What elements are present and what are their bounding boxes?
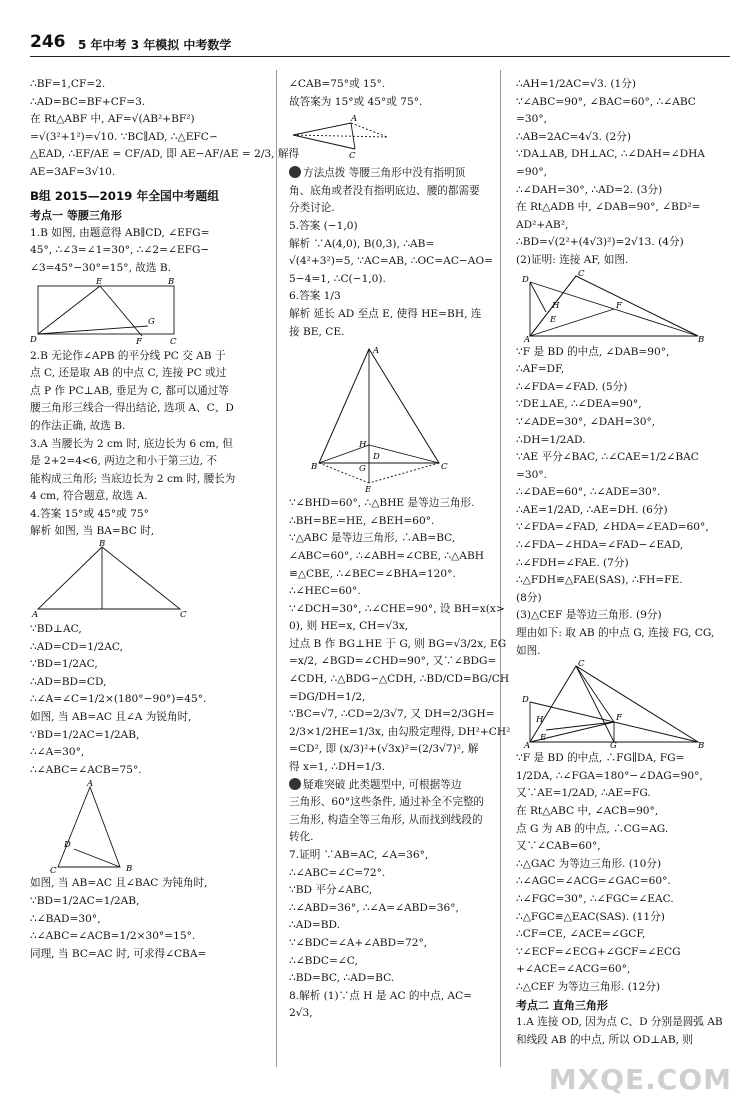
header-title: 5 年中考 3 年模拟 中考数学 xyxy=(78,38,232,52)
text-line: 2.B 无论作∠APB 的平分线 PC 交 AB 于 xyxy=(30,349,226,362)
text-line: 点 P 作 PC⊥AB, 垂足为 C, 都可以通过等 xyxy=(30,384,229,397)
text-line: ∴△GAC 为等边三角形. (10分) xyxy=(516,857,662,870)
text-line: 在 Rt△ABF 中, AF=√(AB²+BF²) xyxy=(30,113,195,126)
figure-label: E xyxy=(540,733,547,744)
text-line: ∴∠ABC=∠ACB=1/2×30°=15°. xyxy=(30,930,196,943)
text-line: ∴CF=CE, ∠ACE=∠GCF, xyxy=(516,928,646,941)
text-line: 同理, 当 BC=AC 时, 可求得∠CBA= xyxy=(30,947,207,960)
text-line: 1.A 连接 OD, 因为点 C、D 分别是圆弧 AB xyxy=(516,1016,723,1029)
figure-label: G xyxy=(148,316,155,327)
text-line: ∴∠HEC=60°. xyxy=(289,585,361,598)
figure-label: B xyxy=(311,462,318,473)
text-line: ∴AB=2AC=4√3. (2分) xyxy=(516,130,631,143)
figure-label: H xyxy=(552,300,560,311)
column-middle xyxy=(289,76,511,1023)
figure-label: B xyxy=(126,864,133,875)
text-line: ∵BD 平分∠ABC, xyxy=(289,884,373,897)
text-line: 1.B 如图, 由题意得 AB∥CD, ∠EFG= xyxy=(30,226,210,239)
figure-label: A xyxy=(524,741,531,752)
text-line: ∵BD=1/2AC=1/2AB, xyxy=(30,895,140,907)
figure-obtuse-triangle xyxy=(289,113,399,163)
text-line: ∵BD⊥AC, xyxy=(30,623,82,636)
text-line: ∠3=45°−30°=15°, 故选 B. xyxy=(30,261,172,274)
text-line: 的作法正确, 故选 B. xyxy=(30,419,126,432)
figure-label: E xyxy=(365,485,372,496)
text-line: ∴AD=CD=1/2AC, xyxy=(30,640,124,653)
text-line: 又∵AE=1/2AD, ∴AE=FG. xyxy=(516,787,651,800)
text-line: ∴BF=1,CF=2. xyxy=(30,78,106,90)
figure-label: F xyxy=(136,336,142,347)
page-header xyxy=(30,34,730,57)
figure-label: D xyxy=(522,274,529,285)
column-divider xyxy=(500,70,501,1067)
text-line: 8.解析 (1)∵点 H 是 AC 的中点, AC= xyxy=(289,989,473,1002)
text-line: ∴BH=BE=HE, ∠BEH=60°. xyxy=(289,514,435,527)
figure-label: E xyxy=(550,314,557,325)
text-line: 3.A 当腰长为 2 cm 时, 底边长为 6 cm, 但 xyxy=(30,437,233,450)
text-line: ∴BD=√(2²+(4√3)²)=2√13. (4分) xyxy=(516,236,684,249)
text-line: =30°. xyxy=(516,468,548,481)
figure-label: G xyxy=(610,741,617,752)
text-line: ∵∠ADE=30°, ∠DAH=30°, xyxy=(516,415,656,428)
text-line: ∴∠ABC=∠ACB=75°. xyxy=(30,763,142,776)
text-line: =30°, xyxy=(516,113,548,126)
text-line: ∴DH=1/2AD. xyxy=(516,433,586,446)
figure-label: A xyxy=(351,114,358,125)
text-line: 2/3×1/2HE=1/3x, 由勾股定理得, DH²+CH² xyxy=(289,725,511,738)
tip-icon xyxy=(289,166,301,178)
figure-label: B xyxy=(698,334,705,345)
watermark: MXQE.COM xyxy=(548,1063,732,1097)
text-line: 1/2DA, ∴∠FGA=180°−∠DAG=90°, xyxy=(516,769,703,782)
text-line: =CD², 即 (x/3)²+(√3x)²=(2/3√7)², 解 xyxy=(289,743,479,756)
figure-right-triangle-1 xyxy=(516,268,706,345)
text-line: 又∵∠CAB=60°, xyxy=(516,840,601,853)
text-line: ∴AD=BC=BF+CF=3. xyxy=(30,95,146,108)
text-line: ∠CAB=75°或 15°. xyxy=(289,78,386,90)
figure-label: H xyxy=(359,440,367,451)
text-line: 2√3, xyxy=(289,1007,313,1020)
figure-label: C xyxy=(578,659,585,670)
text-line: ∵BD=1/2AC, xyxy=(30,658,98,671)
text-line: 如图, 当 AB=AC 且∠BAC 为钝角时, xyxy=(30,877,208,890)
text-line: ∵∠BHD=60°, ∴△BHE 是等边三角形. xyxy=(289,497,475,510)
text-line: =√(3²+1²)=√10. ∵BC∥AD, ∴△EFC∽ xyxy=(30,130,218,143)
text-line: ∴AE=1/2AD, ∴AE=DH. (6分) xyxy=(516,503,668,516)
text-line: ∴∠ABC=∠C=72°. xyxy=(289,866,386,879)
text-line: ∵BC=√7, ∴CD=2/3√7, 又 DH=2/3GH= xyxy=(289,708,495,721)
figure-label: C xyxy=(349,151,356,162)
text-line: ∴BD=BC, ∴AD=BC. xyxy=(289,972,395,985)
figure-label: D xyxy=(64,840,71,851)
text-line: ∴△FDH≌△FAE(SAS), ∴FH=FE. xyxy=(516,574,683,587)
figure-label: A xyxy=(373,346,380,357)
text-line: 在 Rt△ADB 中, ∠DAB=90°, ∠BD²= xyxy=(516,201,701,214)
text-line: +∠ACE=∠ACG=60°, xyxy=(516,963,631,976)
text-line: ∴△CEF 为等边三角形. (12分) xyxy=(516,980,661,993)
text-line: ∵AE 平分∠BAC, ∴∠CAE=1/2∠BAC xyxy=(516,451,699,464)
text-line: ∴∠FDA=∠FAD. (5分) xyxy=(516,380,628,393)
figure-label: A xyxy=(87,779,94,790)
text-line: ∴∠AGC=∠ACG=∠GAC=60°. xyxy=(516,875,671,888)
text-line: 和线段 AB 的中点, 所以 OD⊥AB, 则 xyxy=(516,1033,693,1046)
text-line: 分类讨论. xyxy=(289,202,335,215)
text-line: 点 G 为 AB 的中点, ∴CG=AG. xyxy=(516,822,669,835)
text-line: (8分) xyxy=(516,591,542,604)
text-line: ∵△ABC 是等边三角形, ∴AB=BC, xyxy=(289,532,456,545)
figure-label: C xyxy=(578,268,585,279)
text-line: ∵F 是 BD 的中点, ∠DAB=90°, xyxy=(516,345,670,358)
figure-label: C xyxy=(170,336,177,347)
text-line: ∵∠FDA=∠FAD, ∠HDA=∠EAD=60°, xyxy=(516,521,709,534)
text-line: 0), 则 HE=x, CH=√3x, xyxy=(289,620,409,633)
text-line: ∴∠FDH=∠FAE. (7分) xyxy=(516,556,629,569)
text-line: 解析 延长 AD 至点 E, 使得 HE=BH, 连 xyxy=(289,307,482,320)
figure-label: C xyxy=(50,866,57,877)
section-heading: B组 2015—2019 年全国中考题组 xyxy=(30,188,220,203)
text-line: 故答案为 15°或 45°或 75°. xyxy=(289,95,423,108)
topic-heading: 考点一 等腰三角形 xyxy=(30,209,122,223)
text-line: 7.证明 ∵AB=AC, ∠A=36°, xyxy=(289,849,429,861)
column-divider xyxy=(276,70,277,1067)
figure-label: D xyxy=(373,452,380,463)
figure-label: D xyxy=(30,334,37,345)
figure-label: H xyxy=(536,715,544,726)
text-line: ∵DE⊥AE, ∴∠DEA=90°, xyxy=(516,398,642,411)
text-line: ∠CDH, ∴△BDG∽△CDH, ∴BD/CD=BG/CH xyxy=(289,673,510,686)
text-line: 角、底角或者没有指明底边、腰的都需要 xyxy=(289,184,480,197)
figure-label: C xyxy=(180,610,187,621)
text-line: 如图, 当 AB=AC 且∠A 为锐角时, xyxy=(30,711,192,724)
text-line: 是 2+2=4<6, 两边之和小于第三边, 不 xyxy=(30,455,217,468)
text-line: =x/2, ∠BGD=∠CHD=90°, 又∵∠BDG= xyxy=(289,655,497,668)
text-line: ∵∠ABC=90°, ∠BAC=60°, ∴∠ABC xyxy=(516,95,696,108)
text-line: =90°, xyxy=(516,165,548,178)
figure-label: A xyxy=(524,334,531,345)
text-line: 解析 如图, 当 BA=BC 时, xyxy=(30,525,155,538)
text-line: ∴∠FDA−∠HDA=∠FAD−∠EAD, xyxy=(516,539,684,552)
figure-label: E xyxy=(96,276,103,287)
text-line: ∴∠BDC=∠C, xyxy=(289,954,358,967)
text-line: ∵F 是 BD 的中点, ∴FG∥DA, FG= xyxy=(516,752,685,765)
text-line: 6.答案 1/3 xyxy=(289,290,341,303)
text-line: ∵DA⊥AB, DH⊥AC, ∴∠DAH=∠DHA xyxy=(516,148,705,161)
text-line: 过点 B 作 BG⊥HE 于 G, 则 BG=√3/2x, EG xyxy=(289,637,507,650)
figure-label: B xyxy=(99,539,106,550)
text-line: AD²+AB², xyxy=(516,218,569,231)
column-right xyxy=(516,76,723,1049)
text-line: ∴∠DAE=60°, ∴∠ADE=30°. xyxy=(516,486,661,499)
text-line: ∴∠ABD=36°, ∴∠A=∠ABD=36°, xyxy=(289,901,459,914)
text-line: 5.答案 (−1,0) xyxy=(289,219,358,232)
text-line: ≌△CBE, ∴∠BEC=∠BHA=120°. xyxy=(289,567,456,580)
text-line: =DG/DH=1/2, xyxy=(289,690,366,703)
text-line: 45°, ∴∠3=∠1=30°, ∴∠2=∠EFG− xyxy=(30,244,210,257)
text-line: ∵BD=1/2AC=1/2AB, xyxy=(30,728,140,741)
text-line: ∴∠A=30°, xyxy=(30,746,85,759)
text-line: (2)证明: 连接 AF, 如图. xyxy=(516,253,629,266)
text-line: 三角形、60°这些条件, 通过补全不完整的 xyxy=(289,796,485,809)
text-line: ∴AD=BD. xyxy=(289,919,341,932)
text-line: ∵∠ECF=∠ECG+∠GCF=∠ECG xyxy=(516,945,681,958)
text-line: 5−4=1, ∴C(−1,0). xyxy=(289,272,386,285)
text-line: ∠ABC=60°, ∴∠ABH=∠CBE, ∴△ABH xyxy=(289,549,484,562)
tip-line: 方法点拨 等腰三角形中没有指明顶 xyxy=(289,165,485,183)
text-line: 如图. xyxy=(516,644,541,657)
text-line: 解析 ∵A(4,0), B(0,3), ∴AB= xyxy=(289,237,435,250)
figure-label: B xyxy=(698,741,705,752)
column-left xyxy=(30,76,300,963)
text-line: ∴AD=BD=CD, xyxy=(30,675,107,688)
text-line: 在 Rt△ABC 中, ∠ACB=90°, xyxy=(516,805,659,817)
text-line: ∴△FGC≌△EAC(SAS). (11分) xyxy=(516,910,665,923)
text-line: ∵∠DCH=30°, ∴∠CHE=90°, 设 BH=x(x> xyxy=(289,602,505,615)
figure-label: C xyxy=(441,462,448,473)
figure-equilateral xyxy=(289,343,469,496)
text-line: ∵∠BDC=∠A+∠ABD=72°, xyxy=(289,936,428,949)
text-line: ∴∠BAD=30°, xyxy=(30,912,101,925)
text-line: AE=3AF=3√10. xyxy=(30,165,116,178)
figure-right-triangle-2 xyxy=(516,659,706,752)
text-line: △EAD, ∴EF/AE = CF/AD, 即 AE−AF/AE = 2/3, 解得 xyxy=(30,148,300,161)
topic-heading: 考点二 直角三角形 xyxy=(516,998,608,1012)
text-line: ∴∠FGC=30°, ∴∠FGC=∠EAC. xyxy=(516,892,674,905)
figure-triangle-isosceles-1 xyxy=(30,539,190,621)
figure-triangle-isosceles-2 xyxy=(30,779,190,877)
text-line: 4 cm, 符合题意, 故选 A. xyxy=(30,490,148,503)
figure-label: B xyxy=(168,276,175,287)
text-line: ∴AF=DF, xyxy=(516,363,565,376)
figure-label: F xyxy=(616,300,622,311)
tip-line: 疑难突破 此类题型中, 可根据等边 xyxy=(289,777,485,795)
text-line: ∴AH=1/2AC=√3. (1分) xyxy=(516,78,637,90)
figure-parallel-lines xyxy=(30,276,180,347)
text-line: 理由如下: 取 AB 的中点 G, 连接 FG, CG, xyxy=(516,627,715,640)
text-line: 腰三角形三线合一得出结论, 选项 A、C、D xyxy=(30,402,234,415)
text-line: 接 BE, CE. xyxy=(289,325,345,338)
figure-label: G xyxy=(359,464,366,475)
text-line: 得 x=1, ∴DH=1/3. xyxy=(289,761,386,774)
text-line: √(4²+3²)=5, ∵AC=AB, ∴OC=AC−AO= xyxy=(289,255,494,268)
text-line: (3)△CEF 是等边三角形. (9分) xyxy=(516,609,662,622)
figure-label: D xyxy=(522,695,529,706)
text-line: 点 C, 还是取 AB 的中点 C, 连接 PC 或过 xyxy=(30,367,227,380)
text-line: 能构成三角形; 当底边长为 2 cm 时, 腰长为 xyxy=(30,472,236,485)
page-number: 246 xyxy=(30,32,66,52)
text-line: 三角形, 构造全等三角形, 从而找到线段的 xyxy=(289,813,483,826)
figure-label: F xyxy=(616,713,622,724)
tip-icon xyxy=(289,778,301,790)
text-line: 4.答案 15°或 45°或 75° xyxy=(30,507,149,520)
text-line: ∴∠A=∠C=1/2×(180°−90°)=45°. xyxy=(30,693,207,706)
text-line: 转化. xyxy=(289,831,314,844)
text-line: ∴∠DAH=30°, ∴AD=2. (3分) xyxy=(516,183,663,196)
figure-label: A xyxy=(32,610,39,621)
